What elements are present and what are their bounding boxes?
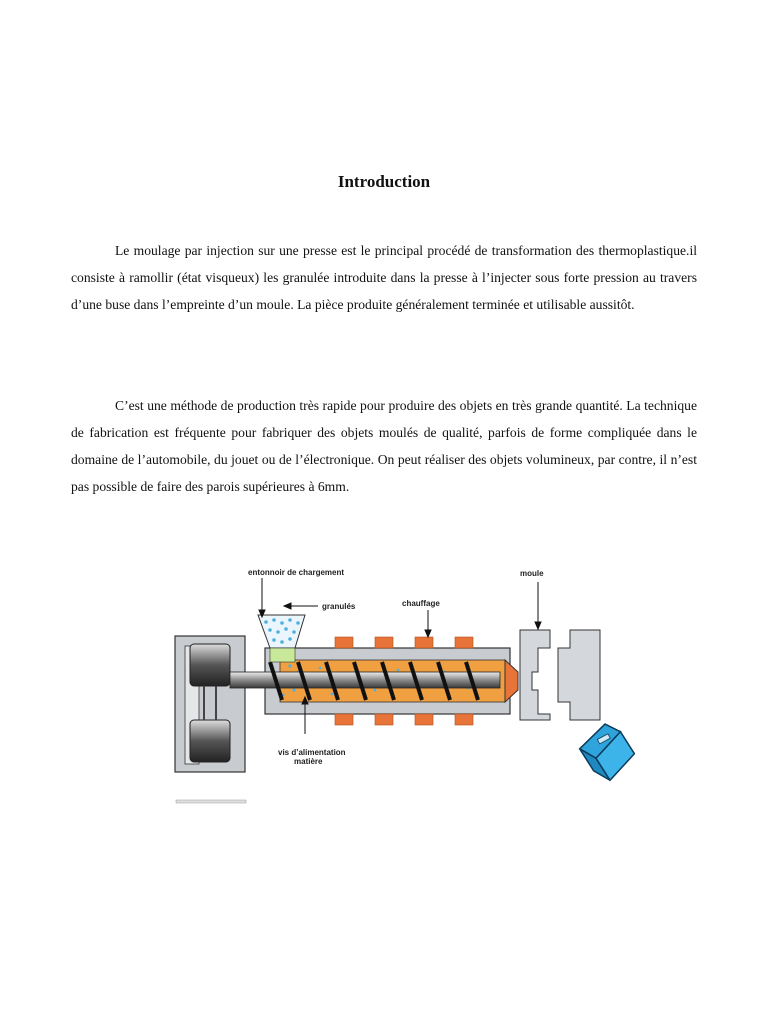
label-granules: granulés — [322, 602, 356, 611]
paragraph-2: C’est une méthode de production très rapide pour produire des objets en très grande quantité. La technique de fabrication est fréquente pour fabriquer des objets moulés de qualité, parfois de forme compliquée dans le domaine de l’automobile, du jouet ou de l’électronique. On peut réaliser des objets volumineux, par contre, il n’est pas possible de faire des parois supérieures à 6mm. — [71, 398, 697, 494]
injection-molding-diagram — [170, 560, 640, 810]
page-title: Introduction — [337, 172, 431, 191]
label-screw-1: vis d’alimentation — [278, 748, 346, 757]
mold — [520, 630, 600, 720]
label-screw-2: matière — [294, 757, 323, 766]
nozzle — [505, 660, 518, 702]
base-edge — [176, 800, 246, 803]
label-mold: moule — [520, 569, 544, 578]
paragraph-1: Le moulage par injection sur une presse est le principal procédé de transformation des thermoplastique.il consiste à ramollir (état visqueux) les granulée introduite dans la presse à l’injecter sous forte pression au travers d’une buse dans l’empreinte d’un moule. La pièce produite généralement terminée et utilisable aussitôt. — [71, 243, 697, 312]
ejected-part-icon — [575, 718, 640, 786]
motor-housing — [175, 636, 245, 772]
label-heating: chauffage — [402, 599, 440, 608]
screw-shaft — [230, 672, 500, 688]
label-hopper: entonnoir de chargement — [248, 568, 345, 577]
